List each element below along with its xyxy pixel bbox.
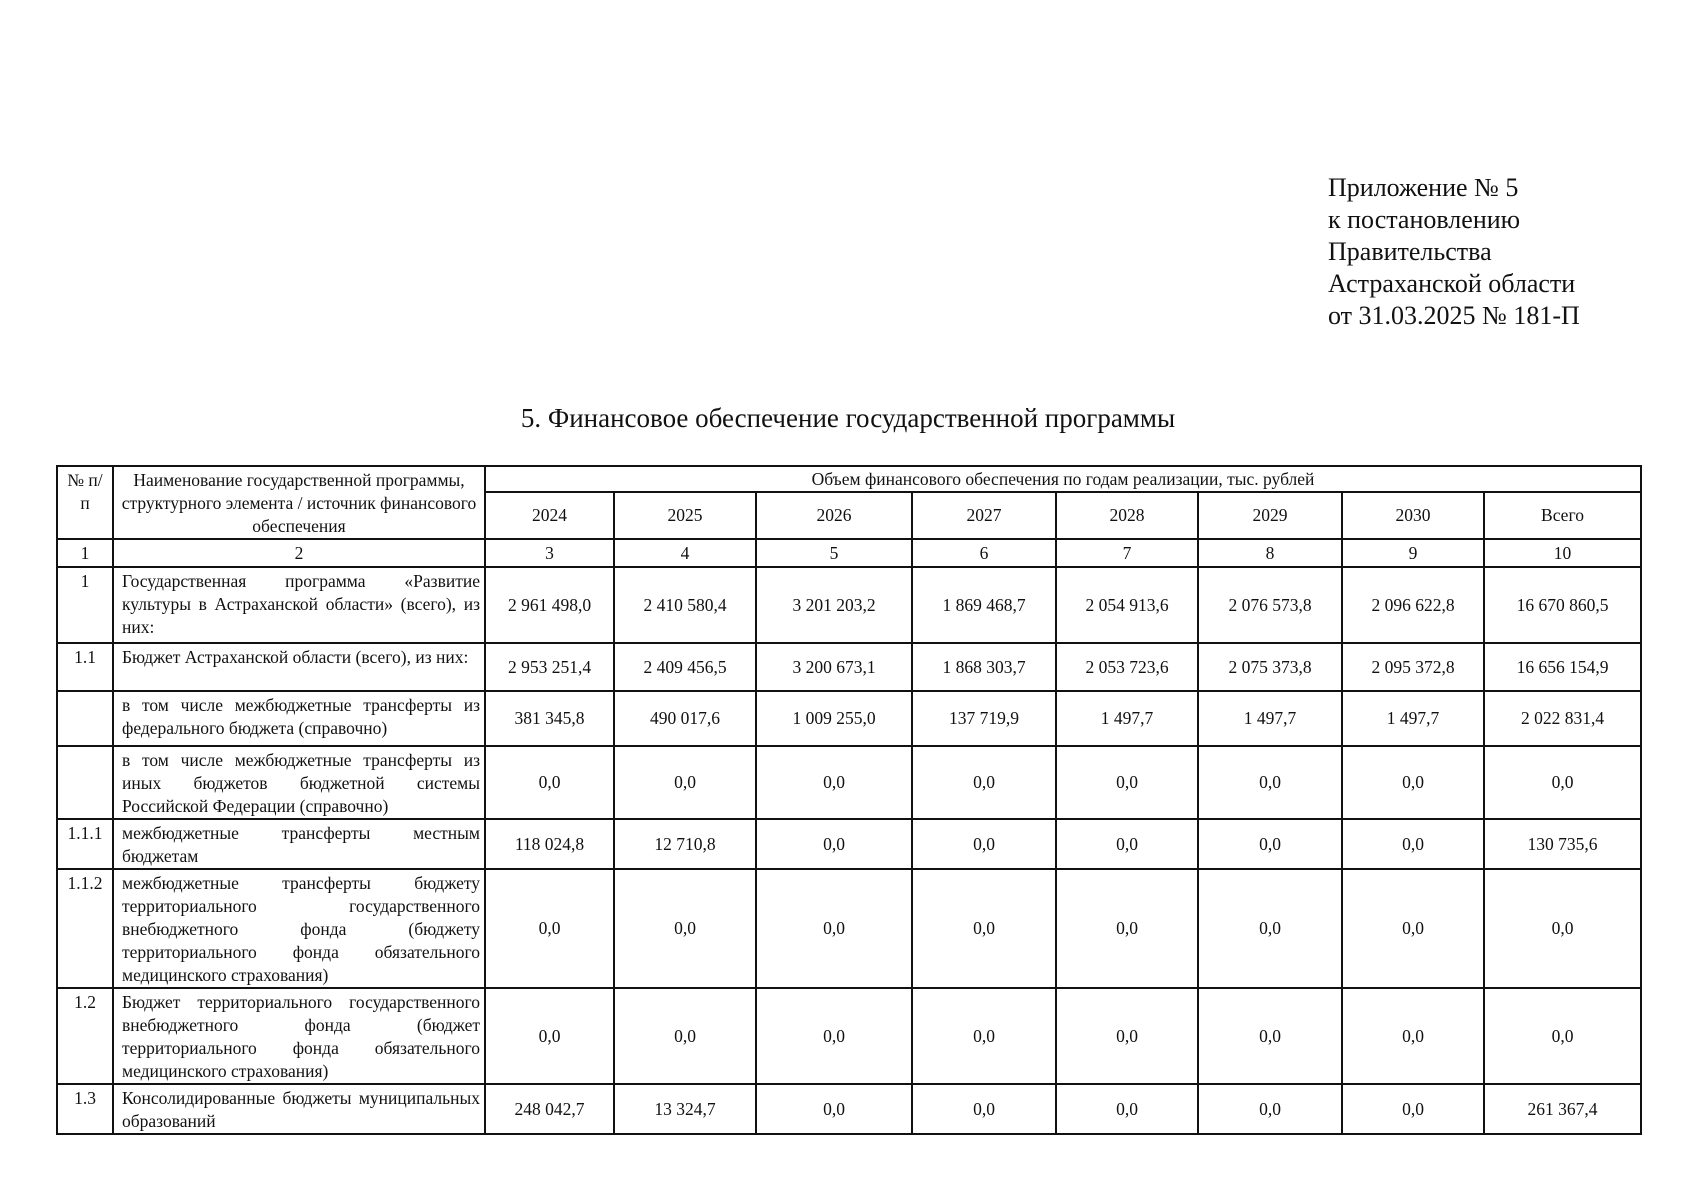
row-year-value: 1 497,7 (1342, 691, 1484, 746)
row-year-value: 0,0 (1342, 746, 1484, 819)
column-index: 4 (614, 539, 756, 567)
row-year-value: 1 009 255,0 (756, 691, 912, 746)
row-year-value: 0,0 (1342, 869, 1484, 988)
row-year-value: 0,0 (1198, 746, 1342, 819)
row-year-value: 0,0 (1056, 746, 1198, 819)
row-total-value: 2 022 831,4 (1484, 691, 1641, 746)
appendix-line: Приложение № 5 (1328, 173, 1519, 202)
row-year-value: 0,0 (756, 869, 912, 988)
row-year-value: 0,0 (912, 819, 1056, 869)
row-year-value: 3 201 203,2 (756, 567, 912, 643)
appendix-line: Правительства (1328, 237, 1492, 266)
row-year-value: 2 075 373,8 (1198, 643, 1342, 691)
row-year-value: 2 410 580,4 (614, 567, 756, 643)
row-year-value: 0,0 (1056, 819, 1198, 869)
row-year-value: 0,0 (756, 988, 912, 1084)
row-year-value: 2 961 498,0 (485, 567, 614, 643)
row-year-value: 12 710,8 (614, 819, 756, 869)
row-number: 1.1.1 (57, 819, 113, 869)
row-name: Бюджет территориального государственного внебюджетного фонда (бюджет территориального фонда обязательного медицинского страхования) (113, 988, 485, 1084)
row-year-value: 2 095 372,8 (1342, 643, 1484, 691)
row-year-value: 1 497,7 (1198, 691, 1342, 746)
header-year-2026: 2026 (756, 492, 912, 539)
row-name: в том числе межбюджетные трансферты из иных бюджетов бюджетной системы Российской Федерации (справочно) (113, 746, 485, 819)
row-year-value: 490 017,6 (614, 691, 756, 746)
row-year-value: 0,0 (485, 869, 614, 988)
row-year-value: 248 042,7 (485, 1084, 614, 1134)
row-year-value: 0,0 (912, 746, 1056, 819)
row-year-value: 2 054 913,6 (1056, 567, 1198, 643)
header-total: Всего (1484, 492, 1641, 539)
column-index: 2 (113, 539, 485, 567)
header-volume: Объем финансового обеспечения по годам реализации, тыс. рублей (485, 466, 1641, 492)
row-total-value: 0,0 (1484, 869, 1641, 988)
table-row (57, 567, 1641, 643)
row-year-value: 0,0 (756, 746, 912, 819)
row-total-value: 0,0 (1484, 988, 1641, 1084)
row-year-value: 0,0 (1342, 1084, 1484, 1134)
appendix-line: к постановлению (1328, 205, 1521, 234)
row-year-value: 2 053 723,6 (1056, 643, 1198, 691)
financing-table (56, 465, 1642, 1135)
row-year-value: 0,0 (1342, 988, 1484, 1084)
appendix-reference (1328, 172, 1580, 332)
table-row (57, 819, 1641, 869)
row-number: 1.1.2 (57, 869, 113, 988)
row-year-value: 1 869 468,7 (912, 567, 1056, 643)
row-name: межбюджетные трансферты местным бюджетам (113, 819, 485, 869)
header-year-2029: 2029 (1198, 492, 1342, 539)
column-index: 1 (57, 539, 113, 567)
table-row (57, 746, 1641, 819)
header-year-2025: 2025 (614, 492, 756, 539)
row-total-value: 0,0 (1484, 746, 1641, 819)
column-index: 7 (1056, 539, 1198, 567)
column-index: 6 (912, 539, 1056, 567)
row-name: Консолидированные бюджеты муниципальных образований (113, 1084, 485, 1134)
row-year-value: 0,0 (1198, 819, 1342, 869)
column-index: 3 (485, 539, 614, 567)
row-year-value: 118 024,8 (485, 819, 614, 869)
row-year-value: 3 200 673,1 (756, 643, 912, 691)
row-year-value: 2 076 573,8 (1198, 567, 1342, 643)
column-index: 5 (756, 539, 912, 567)
header-name: Наименование государственной программы, структурного элемента / источник финансового обеспечения (113, 466, 485, 539)
row-year-value: 0,0 (614, 869, 756, 988)
row-year-value: 13 324,7 (614, 1084, 756, 1134)
row-year-value: 0,0 (756, 819, 912, 869)
row-year-value: 2 953 251,4 (485, 643, 614, 691)
row-year-value: 1 497,7 (1056, 691, 1198, 746)
column-index: 9 (1342, 539, 1484, 567)
table-row (57, 1084, 1641, 1134)
row-year-value: 0,0 (756, 1084, 912, 1134)
row-number: 1.2 (57, 988, 113, 1084)
row-year-value: 0,0 (912, 988, 1056, 1084)
row-year-value: 0,0 (1056, 988, 1198, 1084)
row-number: 1 (57, 567, 113, 643)
appendix-line: Астраханской области (1328, 269, 1576, 298)
table-row (57, 869, 1641, 988)
row-year-value: 0,0 (614, 988, 756, 1084)
row-year-value: 0,0 (1198, 869, 1342, 988)
table-row (57, 988, 1641, 1084)
column-index: 10 (1484, 539, 1641, 567)
row-total-value: 130 735,6 (1484, 819, 1641, 869)
row-name: Бюджет Астраханской области (всего), из них: (113, 643, 485, 691)
row-year-value: 0,0 (1056, 1084, 1198, 1134)
row-year-value: 381 345,8 (485, 691, 614, 746)
table-row (57, 643, 1641, 691)
document-title: 5. Финансовое обеспечение государственной программы (520, 403, 1176, 433)
column-index-row (57, 539, 1641, 567)
row-name: межбюджетные трансферты бюджету территориального государственного внебюджетного фонда (бюджету территориального фонда обязательного медицинского страхования) (113, 869, 485, 988)
row-name: Государственная программа «Развитие культуры в Астраханской области» (всего), из них: (113, 567, 485, 643)
header-year-2028: 2028 (1056, 492, 1198, 539)
appendix-line: от 31.03.2025 № 181-П (1328, 301, 1580, 330)
row-year-value: 0,0 (912, 869, 1056, 988)
row-year-value: 0,0 (1198, 988, 1342, 1084)
row-name: в том числе межбюджетные трансферты из федерального бюджета (справочно) (113, 691, 485, 746)
row-total-value: 261 367,4 (1484, 1084, 1641, 1134)
row-year-value: 2 409 456,5 (614, 643, 756, 691)
row-year-value: 0,0 (485, 746, 614, 819)
row-year-value: 2 096 622,8 (1342, 567, 1484, 643)
header-year-2030: 2030 (1342, 492, 1484, 539)
row-year-value: 0,0 (1198, 1084, 1342, 1134)
row-number: 1.1 (57, 643, 113, 691)
row-number (57, 691, 113, 746)
row-year-value: 0,0 (485, 988, 614, 1084)
row-total-value: 16 656 154,9 (1484, 643, 1641, 691)
header-number: № п/п (57, 466, 113, 539)
row-year-value: 0,0 (1056, 869, 1198, 988)
row-year-value: 1 868 303,7 (912, 643, 1056, 691)
row-year-value: 0,0 (614, 746, 756, 819)
table-row (57, 691, 1641, 746)
column-index: 8 (1198, 539, 1342, 567)
row-year-value: 0,0 (1342, 819, 1484, 869)
header-year-2027: 2027 (912, 492, 1056, 539)
row-number (57, 746, 113, 819)
row-number: 1.3 (57, 1084, 113, 1134)
row-year-value: 0,0 (912, 1084, 1056, 1134)
row-year-value: 137 719,9 (912, 691, 1056, 746)
header-year-2024: 2024 (485, 492, 614, 539)
row-total-value: 16 670 860,5 (1484, 567, 1641, 643)
